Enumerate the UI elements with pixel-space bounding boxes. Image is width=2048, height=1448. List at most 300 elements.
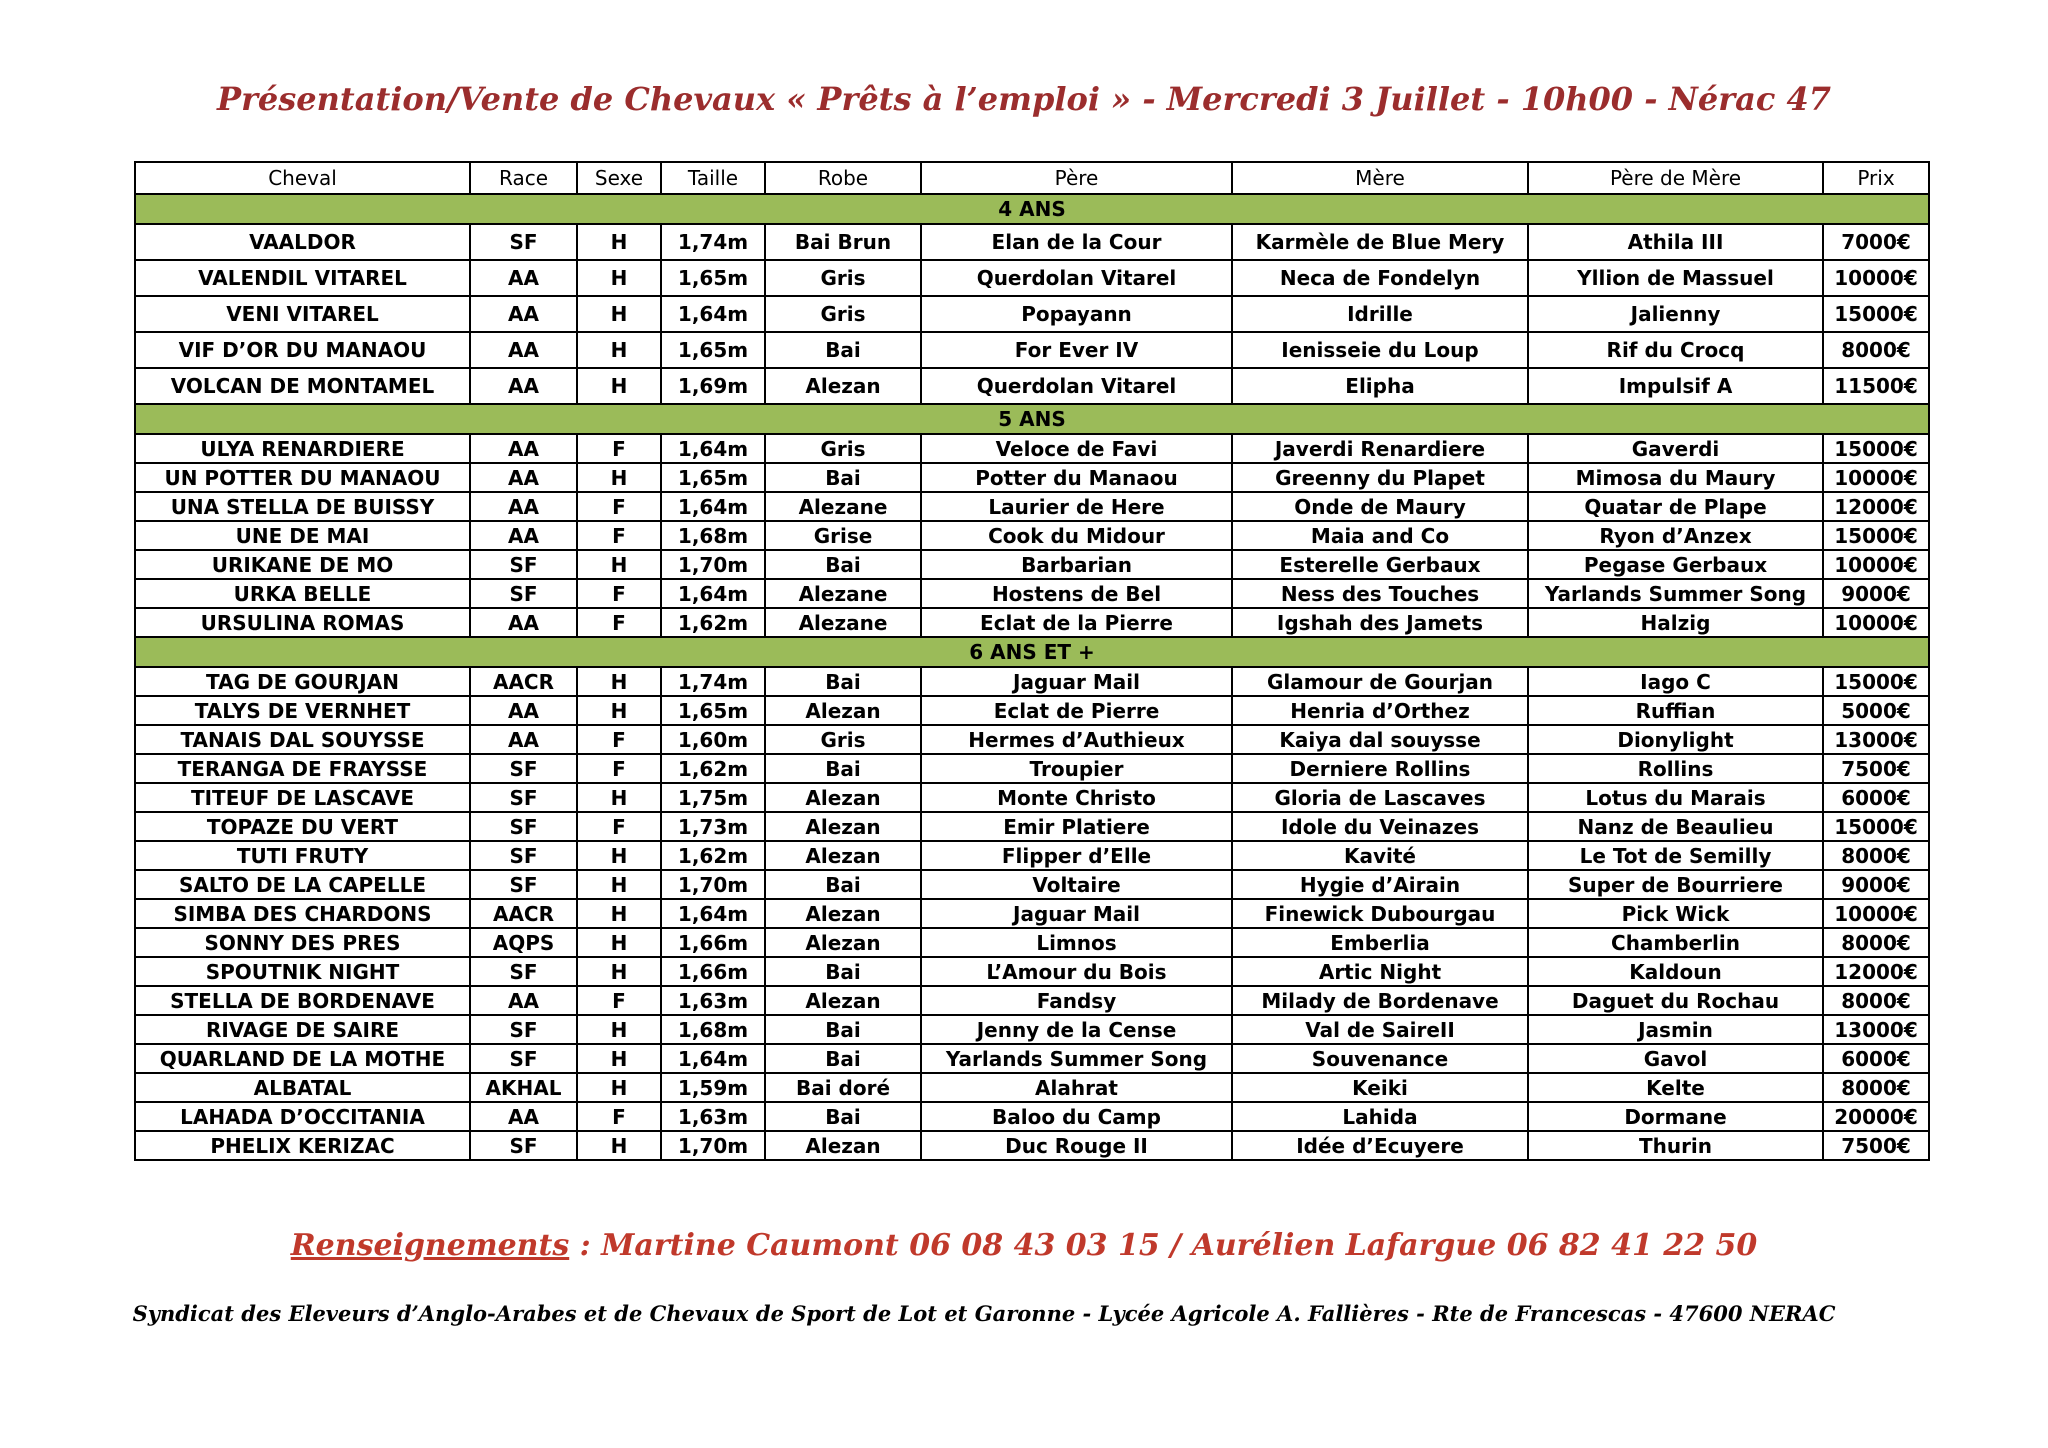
cell-pere: Voltaire: [921, 870, 1232, 899]
cell-robe: Bai: [765, 550, 921, 579]
cell-race: AACR: [470, 899, 577, 928]
column-header-prix: Prix: [1823, 162, 1929, 194]
cell-cheval: ULYA RENARDIERE: [135, 434, 470, 463]
cell-pere-de-mere: Mimosa du Maury: [1528, 463, 1823, 492]
cell-taille: 1,64m: [661, 434, 765, 463]
cell-pere: Querdolan Vitarel: [921, 368, 1232, 404]
cell-cheval: SPOUTNIK NIGHT: [135, 957, 470, 986]
cell-mere: Javerdi Renardiere: [1232, 434, 1528, 463]
cell-pere-de-mere: Super de Bourriere: [1528, 870, 1823, 899]
column-header-taille: Taille: [661, 162, 765, 194]
cell-cheval: RIVAGE DE SAIRE: [135, 1015, 470, 1044]
cell-sexe: F: [577, 521, 661, 550]
cell-robe: Gris: [765, 434, 921, 463]
cell-sexe: H: [577, 1015, 661, 1044]
cell-taille: 1,66m: [661, 957, 765, 986]
cell-race: SF: [470, 754, 577, 783]
cell-mere: Neca de Fondelyn: [1232, 260, 1528, 296]
contact-line: [0, 1228, 2048, 1263]
table-row: [135, 332, 1929, 368]
cell-taille: 1,75m: [661, 783, 765, 812]
cell-robe: Alezane: [765, 579, 921, 608]
cell-taille: 1,74m: [661, 224, 765, 260]
cell-mere: Derniere Rollins: [1232, 754, 1528, 783]
cell-cheval: TUTI FRUTY: [135, 841, 470, 870]
cell-race: AA: [470, 463, 577, 492]
cell-prix: 6000€: [1823, 783, 1929, 812]
cell-pere-de-mere: Rollins: [1528, 754, 1823, 783]
cell-robe: Bai: [765, 1044, 921, 1073]
cell-pere: Hostens de Bel: [921, 579, 1232, 608]
cell-mere: Hygie d’Airain: [1232, 870, 1528, 899]
cell-pere: Eclat de la Pierre: [921, 608, 1232, 637]
cell-sexe: H: [577, 667, 661, 696]
cell-taille: 1,70m: [661, 550, 765, 579]
column-header-mere: Mère: [1232, 162, 1528, 194]
cell-prix: 7500€: [1823, 1131, 1929, 1160]
cell-taille: 1,69m: [661, 368, 765, 404]
cell-pere: Alahrat: [921, 1073, 1232, 1102]
cell-taille: 1,64m: [661, 579, 765, 608]
cell-mere: Elipha: [1232, 368, 1528, 404]
cell-race: AA: [470, 725, 577, 754]
cell-prix: 8000€: [1823, 928, 1929, 957]
cell-sexe: F: [577, 1102, 661, 1131]
cell-taille: 1,59m: [661, 1073, 765, 1102]
table-header-row: [135, 162, 1929, 194]
cell-robe: Bai: [765, 332, 921, 368]
cell-pere-de-mere: Ryon d’Anzex: [1528, 521, 1823, 550]
table-row: [135, 296, 1929, 332]
cell-mere: Igshah des Jamets: [1232, 608, 1528, 637]
cell-sexe: F: [577, 579, 661, 608]
cell-prix: 12000€: [1823, 957, 1929, 986]
cell-pere: Jaguar Mail: [921, 899, 1232, 928]
cell-race: SF: [470, 1044, 577, 1073]
cell-taille: 1,64m: [661, 492, 765, 521]
cell-race: AA: [470, 368, 577, 404]
table-row: [135, 1131, 1929, 1160]
cell-pere-de-mere: Thurin: [1528, 1131, 1823, 1160]
cell-pere-de-mere: Yllion de Massuel: [1528, 260, 1823, 296]
cell-pere-de-mere: Iago C: [1528, 667, 1823, 696]
cell-cheval: VENI VITAREL: [135, 296, 470, 332]
cell-mere: Kaiya dal souysse: [1232, 725, 1528, 754]
cell-mere: Finewick Dubourgau: [1232, 899, 1528, 928]
cell-pere-de-mere: Athila III: [1528, 224, 1823, 260]
cell-pere: Troupier: [921, 754, 1232, 783]
cell-pere: Eclat de Pierre: [921, 696, 1232, 725]
cell-race: AA: [470, 521, 577, 550]
cell-sexe: H: [577, 783, 661, 812]
cell-robe: Bai: [765, 870, 921, 899]
cell-sexe: F: [577, 434, 661, 463]
cell-robe: Bai doré: [765, 1073, 921, 1102]
cell-taille: 1,73m: [661, 812, 765, 841]
footer-address: Syndicat des Eleveurs d’Anglo-Arabes et de Chevaux de Sport de Lot et Garonne - Lycée Agricole A. Fallières - Rte de Francescas - 47600 NERAC: [132, 1301, 1836, 1326]
cell-sexe: H: [577, 1073, 661, 1102]
cell-mere: Gloria de Lascaves: [1232, 783, 1528, 812]
cell-taille: 1,65m: [661, 332, 765, 368]
cell-pere: Elan de la Cour: [921, 224, 1232, 260]
cell-taille: 1,62m: [661, 608, 765, 637]
cell-race: AA: [470, 332, 577, 368]
column-header-pere-de-mere: Père de Mère: [1528, 162, 1823, 194]
cell-pere-de-mere: Pegase Gerbaux: [1528, 550, 1823, 579]
cell-cheval: VIF D’OR DU MANAOU: [135, 332, 470, 368]
cell-race: SF: [470, 870, 577, 899]
cell-pere-de-mere: Le Tot de Semilly: [1528, 841, 1823, 870]
cell-pere: Duc Rouge II: [921, 1131, 1232, 1160]
cell-prix: 11500€: [1823, 368, 1929, 404]
cell-prix: 12000€: [1823, 492, 1929, 521]
cell-sexe: F: [577, 492, 661, 521]
cell-mere: Esterelle Gerbaux: [1232, 550, 1528, 579]
cell-pere-de-mere: Impulsif A: [1528, 368, 1823, 404]
cell-sexe: H: [577, 696, 661, 725]
cell-pere: Cook du Midour: [921, 521, 1232, 550]
table-row: [135, 696, 1929, 725]
cell-pere: Hermes d’Authieux: [921, 725, 1232, 754]
page-title: Présentation/Vente de Chevaux « Prêts à l’emploi » - Mercredi 3 Juillet - 10h00 - Nérac 47: [217, 80, 1831, 118]
table-row: [135, 899, 1929, 928]
table-row: [135, 1102, 1929, 1131]
cell-race: AA: [470, 260, 577, 296]
cell-prix: 8000€: [1823, 986, 1929, 1015]
cell-pere-de-mere: Pick Wick: [1528, 899, 1823, 928]
cell-prix: 13000€: [1823, 1015, 1929, 1044]
cell-pere: Baloo du Camp: [921, 1102, 1232, 1131]
cell-pere-de-mere: Kaldoun: [1528, 957, 1823, 986]
cell-sexe: H: [577, 296, 661, 332]
cell-race: AA: [470, 434, 577, 463]
cell-taille: 1,65m: [661, 696, 765, 725]
cell-race: SF: [470, 812, 577, 841]
cell-race: SF: [470, 841, 577, 870]
cell-cheval: URKA BELLE: [135, 579, 470, 608]
cell-pere-de-mere: Nanz de Beaulieu: [1528, 812, 1823, 841]
cell-prix: 10000€: [1823, 260, 1929, 296]
cell-cheval: TAG DE GOURJAN: [135, 667, 470, 696]
cell-cheval: VAALDOR: [135, 224, 470, 260]
cell-pere-de-mere: Lotus du Marais: [1528, 783, 1823, 812]
cell-prix: 15000€: [1823, 812, 1929, 841]
table-row: [135, 1073, 1929, 1102]
cell-cheval: TALYS DE VERNHET: [135, 696, 470, 725]
cell-robe: Alezan: [765, 783, 921, 812]
cell-cheval: LAHADA D’OCCITANIA: [135, 1102, 470, 1131]
cell-prix: 20000€: [1823, 1102, 1929, 1131]
cell-mere: Maia and Co: [1232, 521, 1528, 550]
cell-taille: 1,74m: [661, 667, 765, 696]
cell-taille: 1,64m: [661, 899, 765, 928]
table-row: [135, 521, 1929, 550]
cell-pere: Limnos: [921, 928, 1232, 957]
cell-prix: 7500€: [1823, 754, 1929, 783]
cell-sexe: H: [577, 928, 661, 957]
cell-sexe: H: [577, 1131, 661, 1160]
cell-pere: Fandsy: [921, 986, 1232, 1015]
contact-label: Renseignements: [290, 1228, 570, 1263]
cell-pere: Monte Christo: [921, 783, 1232, 812]
cell-mere: Ness des Touches: [1232, 579, 1528, 608]
cell-sexe: F: [577, 986, 661, 1015]
column-header-sexe: Sexe: [577, 162, 661, 194]
cell-pere: Jaguar Mail: [921, 667, 1232, 696]
cell-prix: 7000€: [1823, 224, 1929, 260]
cell-mere: Idole du Veinazes: [1232, 812, 1528, 841]
cell-pere: Emir Platiere: [921, 812, 1232, 841]
cell-prix: 10000€: [1823, 550, 1929, 579]
cell-sexe: F: [577, 608, 661, 637]
cell-prix: 5000€: [1823, 696, 1929, 725]
cell-pere-de-mere: Yarlands Summer Song: [1528, 579, 1823, 608]
cell-sexe: H: [577, 224, 661, 260]
cell-robe: Alezan: [765, 368, 921, 404]
cell-race: AQPS: [470, 928, 577, 957]
cell-taille: 1,68m: [661, 521, 765, 550]
cell-pere: Flipper d’Elle: [921, 841, 1232, 870]
cell-pere: Querdolan Vitarel: [921, 260, 1232, 296]
table-row: [135, 870, 1929, 899]
cell-prix: 10000€: [1823, 608, 1929, 637]
cell-pere-de-mere: Dionylight: [1528, 725, 1823, 754]
cell-cheval: SALTO DE LA CAPELLE: [135, 870, 470, 899]
cell-cheval: TANAIS DAL SOUYSSE: [135, 725, 470, 754]
cell-cheval: URIKANE DE MO: [135, 550, 470, 579]
cell-taille: 1,62m: [661, 754, 765, 783]
cell-cheval: QUARLAND DE LA MOTHE: [135, 1044, 470, 1073]
cell-robe: Alezane: [765, 608, 921, 637]
cell-sexe: H: [577, 957, 661, 986]
cell-race: SF: [470, 783, 577, 812]
cell-sexe: H: [577, 332, 661, 368]
cell-prix: 15000€: [1823, 434, 1929, 463]
cell-taille: 1,63m: [661, 1102, 765, 1131]
cell-pere-de-mere: Gavol: [1528, 1044, 1823, 1073]
cell-mere: Keiki: [1232, 1073, 1528, 1102]
cell-pere-de-mere: Ruffian: [1528, 696, 1823, 725]
cell-sexe: H: [577, 1044, 661, 1073]
cell-cheval: TOPAZE DU VERT: [135, 812, 470, 841]
table-row: [135, 928, 1929, 957]
cell-robe: Gris: [765, 260, 921, 296]
table-row: [135, 550, 1929, 579]
cell-sexe: H: [577, 870, 661, 899]
cell-sexe: H: [577, 260, 661, 296]
table-row: [135, 957, 1929, 986]
cell-pere-de-mere: Jalienny: [1528, 296, 1823, 332]
table-row: [135, 608, 1929, 637]
table-row: [135, 1015, 1929, 1044]
cell-pere-de-mere: Dormane: [1528, 1102, 1823, 1131]
cell-pere-de-mere: Chamberlin: [1528, 928, 1823, 957]
column-header-pere: Père: [921, 162, 1232, 194]
table-row: [135, 368, 1929, 404]
cell-sexe: H: [577, 368, 661, 404]
cell-prix: 9000€: [1823, 579, 1929, 608]
cell-mere: Artic Night: [1232, 957, 1528, 986]
table-row: [135, 841, 1929, 870]
cell-robe: Bai Brun: [765, 224, 921, 260]
table-row: [135, 224, 1929, 260]
cell-race: SF: [470, 224, 577, 260]
cell-pere: Jenny de la Cense: [921, 1015, 1232, 1044]
cell-prix: 10000€: [1823, 899, 1929, 928]
cell-robe: Alezan: [765, 1131, 921, 1160]
section-label: 4 ANS: [135, 194, 1929, 224]
cell-cheval: VOLCAN DE MONTAMEL: [135, 368, 470, 404]
cell-taille: 1,64m: [661, 1044, 765, 1073]
cell-pere-de-mere: Quatar de Plape: [1528, 492, 1823, 521]
cell-cheval: TERANGA DE FRAYSSE: [135, 754, 470, 783]
cell-robe: Gris: [765, 725, 921, 754]
cell-race: AA: [470, 608, 577, 637]
contact-text: : Martine Caumont 06 08 43 03 15 / Aurélien Lafargue 06 82 41 22 50: [569, 1228, 1758, 1263]
cell-mere: Souvenance: [1232, 1044, 1528, 1073]
cell-taille: 1,70m: [661, 870, 765, 899]
cell-cheval: SONNY DES PRES: [135, 928, 470, 957]
table-row: [135, 725, 1929, 754]
cell-pere-de-mere: Rif du Crocq: [1528, 332, 1823, 368]
table-row: [135, 463, 1929, 492]
cell-sexe: F: [577, 725, 661, 754]
cell-race: SF: [470, 1015, 577, 1044]
table-body: [135, 194, 1929, 1160]
section-row: [135, 194, 1929, 224]
cell-pere: Popayann: [921, 296, 1232, 332]
cell-taille: 1,64m: [661, 296, 765, 332]
cell-pere: Yarlands Summer Song: [921, 1044, 1232, 1073]
cell-mere: Lahida: [1232, 1102, 1528, 1131]
cell-prix: 15000€: [1823, 296, 1929, 332]
horse-table: [134, 161, 1930, 1161]
table-row: [135, 812, 1929, 841]
cell-sexe: H: [577, 899, 661, 928]
cell-mere: Kavité: [1232, 841, 1528, 870]
cell-prix: 8000€: [1823, 332, 1929, 368]
cell-robe: Bai: [765, 463, 921, 492]
cell-pere-de-mere: Halzig: [1528, 608, 1823, 637]
cell-mere: Val de SaireII: [1232, 1015, 1528, 1044]
cell-taille: 1,68m: [661, 1015, 765, 1044]
column-header-cheval: Cheval: [135, 162, 470, 194]
cell-taille: 1,70m: [661, 1131, 765, 1160]
cell-robe: Alezan: [765, 812, 921, 841]
cell-robe: Bai: [765, 957, 921, 986]
cell-mere: Karmèle de Blue Mery: [1232, 224, 1528, 260]
cell-pere: Laurier de Here: [921, 492, 1232, 521]
cell-robe: Alezan: [765, 928, 921, 957]
cell-race: AA: [470, 492, 577, 521]
cell-pere: L’Amour du Bois: [921, 957, 1232, 986]
cell-race: AA: [470, 986, 577, 1015]
section-row: [135, 404, 1929, 434]
cell-sexe: H: [577, 463, 661, 492]
cell-race: SF: [470, 550, 577, 579]
cell-mere: Idrille: [1232, 296, 1528, 332]
cell-race: AKHAL: [470, 1073, 577, 1102]
cell-robe: Alezane: [765, 492, 921, 521]
cell-robe: Bai: [765, 667, 921, 696]
cell-prix: 15000€: [1823, 667, 1929, 696]
cell-race: AA: [470, 696, 577, 725]
cell-robe: Bai: [765, 1015, 921, 1044]
cell-sexe: H: [577, 550, 661, 579]
cell-cheval: UN POTTER DU MANAOU: [135, 463, 470, 492]
cell-race: AA: [470, 296, 577, 332]
table-row: [135, 1044, 1929, 1073]
cell-mere: Emberlia: [1232, 928, 1528, 957]
cell-race: AACR: [470, 667, 577, 696]
table-row: [135, 260, 1929, 296]
cell-taille: 1,62m: [661, 841, 765, 870]
section-label: 5 ANS: [135, 404, 1929, 434]
table-row: [135, 579, 1929, 608]
cell-mere: Glamour de Gourjan: [1232, 667, 1528, 696]
cell-mere: Onde de Maury: [1232, 492, 1528, 521]
table-row: [135, 667, 1929, 696]
table-row: [135, 754, 1929, 783]
cell-race: SF: [470, 1131, 577, 1160]
cell-race: SF: [470, 957, 577, 986]
cell-prix: 15000€: [1823, 521, 1929, 550]
cell-mere: Idée d’Ecuyere: [1232, 1131, 1528, 1160]
cell-pere-de-mere: Kelte: [1528, 1073, 1823, 1102]
cell-pere-de-mere: Daguet du Rochau: [1528, 986, 1823, 1015]
table-row: [135, 986, 1929, 1015]
cell-cheval: ALBATAL: [135, 1073, 470, 1102]
cell-cheval: TITEUF DE LASCAVE: [135, 783, 470, 812]
cell-taille: 1,63m: [661, 986, 765, 1015]
cell-cheval: STELLA DE BORDENAVE: [135, 986, 470, 1015]
cell-sexe: F: [577, 812, 661, 841]
cell-robe: Bai: [765, 754, 921, 783]
table-row: [135, 492, 1929, 521]
cell-sexe: H: [577, 841, 661, 870]
cell-pere: Barbarian: [921, 550, 1232, 579]
cell-pere: Veloce de Favi: [921, 434, 1232, 463]
section-row: [135, 637, 1929, 667]
cell-robe: Bai: [765, 1102, 921, 1131]
cell-prix: 6000€: [1823, 1044, 1929, 1073]
column-header-race: Race: [470, 162, 577, 194]
cell-robe: Alezan: [765, 899, 921, 928]
cell-robe: Alezan: [765, 841, 921, 870]
cell-race: AA: [470, 1102, 577, 1131]
cell-taille: 1,60m: [661, 725, 765, 754]
cell-sexe: F: [577, 754, 661, 783]
cell-taille: 1,65m: [661, 463, 765, 492]
cell-prix: 8000€: [1823, 1073, 1929, 1102]
cell-cheval: SIMBA DES CHARDONS: [135, 899, 470, 928]
section-label: 6 ANS ET +: [135, 637, 1929, 667]
cell-mere: Henria d’Orthez: [1232, 696, 1528, 725]
cell-robe: Gris: [765, 296, 921, 332]
table-row: [135, 783, 1929, 812]
cell-pere: For Ever IV: [921, 332, 1232, 368]
cell-pere: Potter du Manaou: [921, 463, 1232, 492]
cell-taille: 1,66m: [661, 928, 765, 957]
cell-robe: Alezan: [765, 986, 921, 1015]
cell-cheval: VALENDIL VITAREL: [135, 260, 470, 296]
cell-pere-de-mere: Jasmin: [1528, 1015, 1823, 1044]
column-header-robe: Robe: [765, 162, 921, 194]
cell-prix: 10000€: [1823, 463, 1929, 492]
cell-race: SF: [470, 579, 577, 608]
cell-cheval: URSULINA ROMAS: [135, 608, 470, 637]
table-row: [135, 434, 1929, 463]
